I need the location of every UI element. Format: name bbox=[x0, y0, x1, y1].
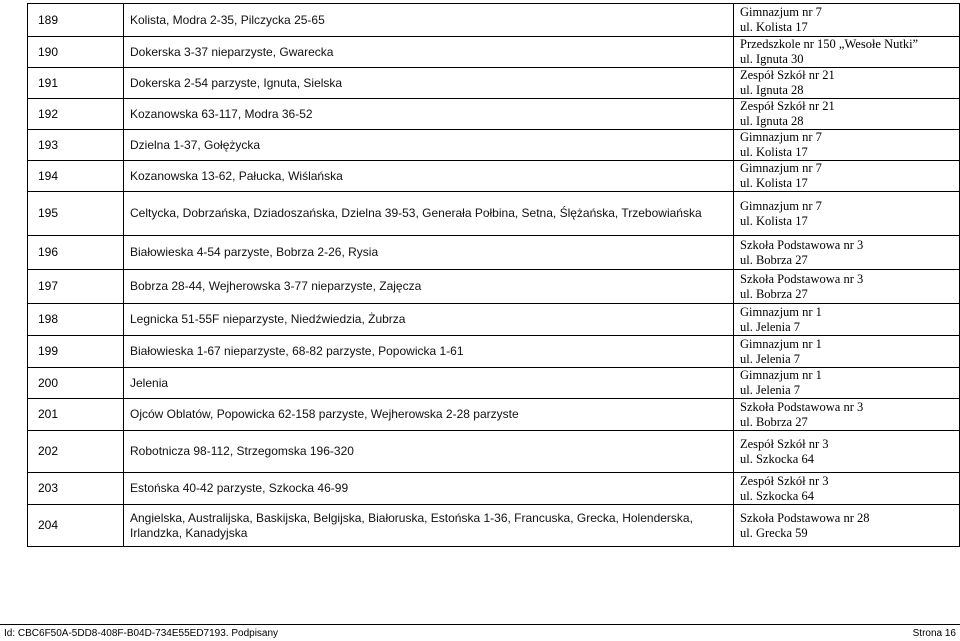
district-number: 200 bbox=[28, 368, 124, 399]
district-streets: Ojców Oblatów, Popowicka 62-158 parzyste, Wejherowska 2-28 parzyste bbox=[124, 399, 734, 431]
polling-station bbox=[734, 431, 960, 473]
polling-station bbox=[734, 4, 960, 37]
polling-station-address: ul. Grecka 59 bbox=[740, 525, 808, 540]
polling-station-address: ul. Jelenia 7 bbox=[740, 351, 801, 366]
district-streets: Legnicka 51-55F nieparzyste, Niedźwiedzia, Żubrza bbox=[124, 304, 734, 336]
document-id: Id: CBC6F50A-5DD8-408F-B04D-734E55ED7193. Podpisany bbox=[4, 628, 279, 639]
table-row bbox=[28, 161, 960, 192]
polling-station bbox=[734, 336, 960, 368]
table-row bbox=[28, 336, 960, 368]
polling-station bbox=[734, 505, 960, 547]
table-row bbox=[28, 68, 960, 99]
polling-station-address: ul. Kolista 17 bbox=[740, 213, 808, 228]
district-number: 201 bbox=[28, 399, 124, 431]
district-streets: Angielska, Australijska, Baskijska, Belgijska, Białoruska, Estońska 1-36, Francuska, Grecka, Holenderska, Irlandzka, Kanadyjska bbox=[124, 505, 734, 547]
district-streets: Białowieska 1-67 nieparzyste, 68-82 parzyste, Popowicka 1-61 bbox=[124, 336, 734, 368]
district-number: 194 bbox=[28, 161, 124, 192]
polling-station-name: Zespół Szkół nr 3 bbox=[740, 436, 829, 451]
polling-station bbox=[734, 99, 960, 130]
polling-station-address: ul. Szkocka 64 bbox=[740, 451, 814, 466]
district-number: 203 bbox=[28, 473, 124, 505]
district-number: 192 bbox=[28, 99, 124, 130]
district-number: 196 bbox=[28, 236, 124, 270]
polling-station-name: Gimnazjum nr 1 bbox=[740, 368, 822, 382]
district-number: 202 bbox=[28, 431, 124, 473]
polling-station-name: Szkoła Podstawowa nr 28 bbox=[740, 510, 870, 525]
table-row bbox=[28, 473, 960, 505]
table-row bbox=[28, 270, 960, 304]
district-streets: Celtycka, Dobrzańska, Dziadoszańska, Dzielna 39-53, Generała Połbina, Setna, Ślężańska, Trzebowiańska bbox=[124, 192, 734, 236]
polling-station bbox=[734, 161, 960, 192]
district-streets: Dokerska 3-37 nieparzyste, Gwarecka bbox=[124, 37, 734, 68]
polling-station bbox=[734, 473, 960, 505]
district-streets: Dzielna 1-37, Gołężycka bbox=[124, 130, 734, 161]
district-streets: Kozanowska 13-62, Pałucka, Wiślańska bbox=[124, 161, 734, 192]
polling-station-address: ul. Szkocka 64 bbox=[740, 488, 814, 503]
table-row bbox=[28, 505, 960, 547]
polling-station-address: ul. Kolista 17 bbox=[740, 20, 808, 34]
district-streets: Estońska 40-42 parzyste, Szkocka 46-99 bbox=[124, 473, 734, 505]
table-row bbox=[28, 130, 960, 161]
district-number: 193 bbox=[28, 130, 124, 161]
district-streets: Białowieska 4-54 parzyste, Bobrza 2-26, Rysia bbox=[124, 236, 734, 270]
district-streets: Kozanowska 63-117, Modra 36-52 bbox=[124, 99, 734, 130]
districts-table bbox=[27, 3, 960, 547]
table-row bbox=[28, 192, 960, 236]
polling-station bbox=[734, 130, 960, 161]
polling-station bbox=[734, 368, 960, 399]
district-number: 195 bbox=[28, 192, 124, 236]
district-streets: Dokerska 2-54 parzyste, Ignuta, Sielska bbox=[124, 68, 734, 99]
polling-station-address: ul. Ignuta 28 bbox=[740, 83, 804, 97]
polling-station bbox=[734, 304, 960, 336]
page-footer bbox=[0, 624, 960, 641]
polling-station-address: ul. Kolista 17 bbox=[740, 145, 808, 159]
table-row bbox=[28, 4, 960, 37]
district-number: 204 bbox=[28, 505, 124, 547]
polling-station bbox=[734, 236, 960, 270]
polling-station-name: Gimnazjum nr 7 bbox=[740, 130, 822, 144]
polling-station-name: Gimnazjum nr 7 bbox=[740, 5, 822, 19]
page-number: Strona 16 bbox=[912, 628, 956, 639]
polling-station-name: Gimnazjum nr 1 bbox=[740, 336, 822, 351]
polling-station-address: ul. Bobrza 27 bbox=[740, 414, 808, 429]
district-streets: Robotnicza 98-112, Strzegomska 196-320 bbox=[124, 431, 734, 473]
polling-station-name: Gimnazjum nr 7 bbox=[740, 198, 822, 213]
polling-station-name: Zespół Szkół nr 3 bbox=[740, 473, 829, 488]
table-row bbox=[28, 37, 960, 68]
polling-station bbox=[734, 68, 960, 99]
table-row bbox=[28, 431, 960, 473]
district-streets: Kolista, Modra 2-35, Pilczycka 25-65 bbox=[124, 4, 734, 37]
polling-station-name: Szkoła Podstawowa nr 3 bbox=[740, 271, 864, 286]
polling-station-name: Zespół Szkół nr 21 bbox=[740, 99, 835, 113]
polling-station-address: ul. Jelenia 7 bbox=[740, 383, 801, 397]
district-number: 189 bbox=[28, 4, 124, 37]
district-number: 198 bbox=[28, 304, 124, 336]
table-row bbox=[28, 304, 960, 336]
polling-station-name: Gimnazjum nr 1 bbox=[740, 304, 822, 319]
polling-station-name: Szkoła Podstawowa nr 3 bbox=[740, 399, 864, 414]
polling-station-name: Szkoła Podstawowa nr 3 bbox=[740, 237, 864, 252]
polling-station bbox=[734, 192, 960, 236]
polling-station-name: Przedszkole nr 150 „Wesołe Nutki” bbox=[740, 37, 919, 51]
district-streets: Jelenia bbox=[124, 368, 734, 399]
district-number: 191 bbox=[28, 68, 124, 99]
district-number: 190 bbox=[28, 37, 124, 68]
table-row bbox=[28, 399, 960, 431]
table-row bbox=[28, 99, 960, 130]
district-number: 197 bbox=[28, 270, 124, 304]
polling-station-address: ul. Ignuta 28 bbox=[740, 114, 804, 128]
polling-station-name: Zespół Szkół nr 21 bbox=[740, 68, 835, 82]
district-number: 199 bbox=[28, 336, 124, 368]
table-row bbox=[28, 368, 960, 399]
polling-station-address: ul. Kolista 17 bbox=[740, 176, 808, 190]
polling-station bbox=[734, 399, 960, 431]
polling-station-address: ul. Bobrza 27 bbox=[740, 286, 808, 301]
district-streets: Bobrza 28-44, Wejherowska 3-77 nieparzyste, Zajęcza bbox=[124, 270, 734, 304]
polling-station-address: ul. Bobrza 27 bbox=[740, 252, 808, 267]
table-row bbox=[28, 236, 960, 270]
polling-station-address: ul. Jelenia 7 bbox=[740, 319, 801, 334]
polling-station bbox=[734, 270, 960, 304]
polling-station bbox=[734, 37, 960, 68]
polling-station-name: Gimnazjum nr 7 bbox=[740, 161, 822, 175]
polling-station-address: ul. Ignuta 30 bbox=[740, 52, 804, 66]
